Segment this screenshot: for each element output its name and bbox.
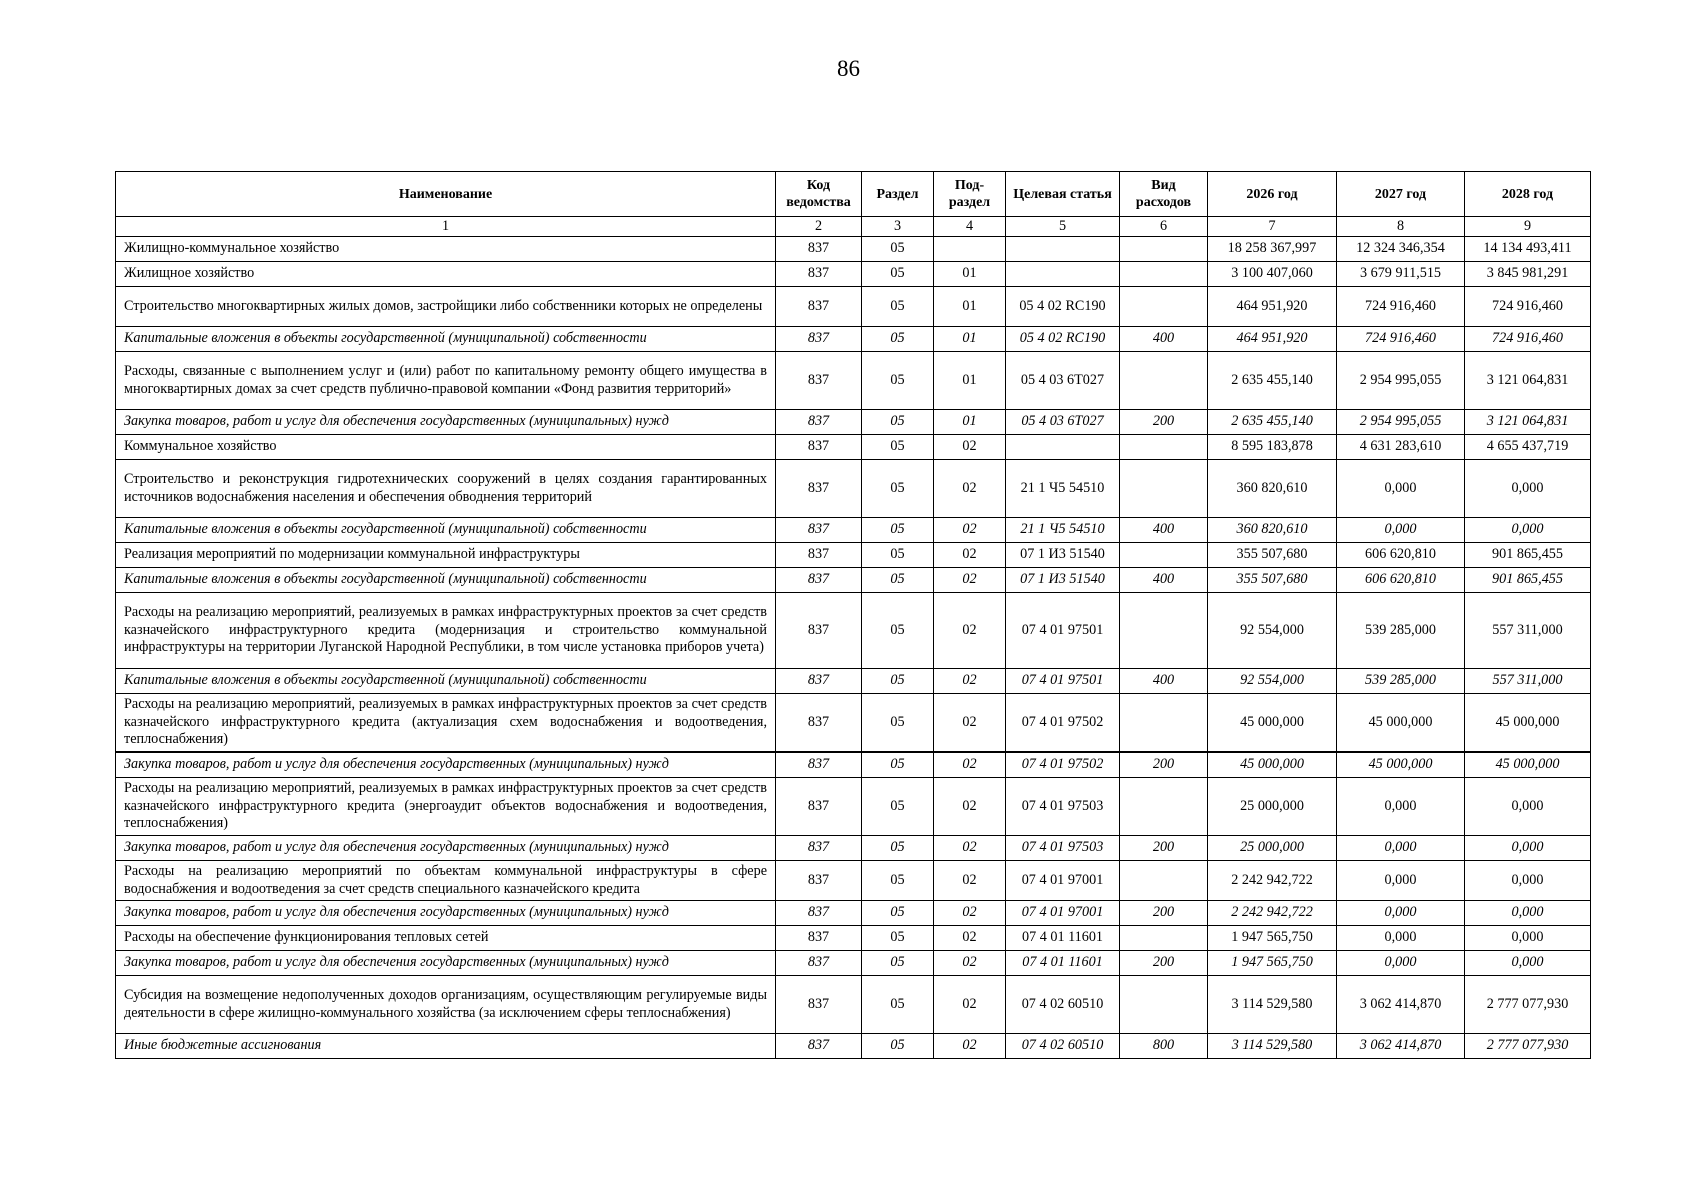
row-razdel: 05: [862, 287, 934, 327]
row-ved-code: 837: [776, 593, 862, 669]
row-ved-code: 837: [776, 778, 862, 836]
row-value-2027: 2 954 995,055: [1337, 410, 1465, 435]
row-expense-type: [1120, 778, 1208, 836]
row-value-2027: 606 620,810: [1337, 568, 1465, 593]
row-podrazdel: 02: [934, 669, 1006, 694]
row-target-article: 07 4 02 60510: [1006, 1034, 1120, 1059]
table-row: [116, 460, 1591, 518]
row-name: Капитальные вложения в объекты государственной (муниципальной) собственности: [116, 327, 776, 352]
row-target-article: 07 1 И3 51540: [1006, 568, 1120, 593]
row-podrazdel: 01: [934, 327, 1006, 352]
row-value-2027: 45 000,000: [1337, 694, 1465, 753]
table-row: [116, 694, 1591, 753]
row-value-2028: 0,000: [1465, 901, 1591, 926]
row-value-2026: 464 951,920: [1208, 327, 1337, 352]
row-target-article: [1006, 262, 1120, 287]
row-name: Расходы на реализацию мероприятий по объектам коммунальной инфраструктуры в сфере водоснабжения и водоотведения за счет средств специального казначейского кредита: [116, 861, 776, 901]
row-name: Строительство и реконструкция гидротехнических сооружений в целях создания гарантированных источников водоснабжения населения и обеспечения обводнения территорий: [116, 460, 776, 518]
row-name: Расходы на реализацию мероприятий, реализуемых в рамках инфраструктурных проектов за счет средств казначейского инфраструктурного кредита (актуализация схем водоснабжения и водоотведения, теплоснабжения): [116, 694, 776, 753]
row-value-2028: 901 865,455: [1465, 568, 1591, 593]
row-expense-type: [1120, 435, 1208, 460]
row-target-article: 07 4 01 97501: [1006, 669, 1120, 694]
row-value-2027: 3 679 911,515: [1337, 262, 1465, 287]
row-target-article: 21 1 Ч5 54510: [1006, 518, 1120, 543]
row-target-article: 21 1 Ч5 54510: [1006, 460, 1120, 518]
row-razdel: 05: [862, 778, 934, 836]
row-value-2026: 360 820,610: [1208, 518, 1337, 543]
row-value-2027: 539 285,000: [1337, 669, 1465, 694]
column-number: 6: [1120, 217, 1208, 237]
row-value-2026: 3 100 407,060: [1208, 262, 1337, 287]
row-value-2028: 3 121 064,831: [1465, 352, 1591, 410]
row-ved-code: 837: [776, 752, 862, 778]
row-podrazdel: 02: [934, 1034, 1006, 1059]
table-row: [116, 410, 1591, 435]
row-value-2028: 557 311,000: [1465, 669, 1591, 694]
row-expense-type: 200: [1120, 836, 1208, 861]
table-row: [116, 543, 1591, 568]
table-row: [116, 287, 1591, 327]
row-podrazdel: 01: [934, 287, 1006, 327]
table-row: [116, 836, 1591, 861]
row-podrazdel: 02: [934, 593, 1006, 669]
row-name: Закупка товаров, работ и услуг для обеспечения государственных (муниципальных) нужд: [116, 410, 776, 435]
row-target-article: 05 4 03 6Т027: [1006, 410, 1120, 435]
row-value-2026: 2 635 455,140: [1208, 352, 1337, 410]
table-row: [116, 861, 1591, 901]
row-value-2028: 0,000: [1465, 836, 1591, 861]
table-row: [116, 976, 1591, 1034]
table-row: [116, 1034, 1591, 1059]
table-row: [116, 435, 1591, 460]
row-target-article: 07 4 01 11601: [1006, 951, 1120, 976]
row-target-article: 07 4 01 97502: [1006, 694, 1120, 753]
row-target-article: 07 4 01 97501: [1006, 593, 1120, 669]
row-razdel: 05: [862, 752, 934, 778]
header-2027: 2027 год: [1337, 172, 1465, 217]
row-target-article: 05 4 02 RC190: [1006, 327, 1120, 352]
row-razdel: 05: [862, 593, 934, 669]
row-name: Жилищно-коммунальное хозяйство: [116, 237, 776, 262]
row-expense-type: [1120, 543, 1208, 568]
row-value-2028: 901 865,455: [1465, 543, 1591, 568]
row-podrazdel: 01: [934, 352, 1006, 410]
row-value-2026: 3 114 529,580: [1208, 1034, 1337, 1059]
row-ved-code: 837: [776, 926, 862, 951]
row-target-article: 07 4 02 60510: [1006, 976, 1120, 1034]
row-value-2027: 0,000: [1337, 901, 1465, 926]
row-value-2027: 12 324 346,354: [1337, 237, 1465, 262]
header-vid: Вид расходов: [1120, 172, 1208, 217]
row-razdel: 05: [862, 327, 934, 352]
row-value-2026: 3 114 529,580: [1208, 976, 1337, 1034]
row-razdel: 05: [862, 901, 934, 926]
row-value-2028: 724 916,460: [1465, 287, 1591, 327]
row-target-article: [1006, 237, 1120, 262]
table-row: [116, 568, 1591, 593]
table-row: [116, 951, 1591, 976]
row-name: Закупка товаров, работ и услуг для обеспечения государственных (муниципальных) нужд: [116, 951, 776, 976]
row-expense-type: [1120, 460, 1208, 518]
row-value-2027: 0,000: [1337, 778, 1465, 836]
column-number: 5: [1006, 217, 1120, 237]
row-podrazdel: 02: [934, 901, 1006, 926]
row-ved-code: 837: [776, 518, 862, 543]
row-razdel: 05: [862, 669, 934, 694]
row-target-article: 07 4 01 97502: [1006, 752, 1120, 778]
row-name: Расходы, связанные с выполнением услуг и (или) работ по капитальному ремонту общего имущества в многоквартирных домах за счет средств публично-правовой компании «Фонд развития территорий»: [116, 352, 776, 410]
row-ved-code: 837: [776, 237, 862, 262]
row-value-2026: 92 554,000: [1208, 669, 1337, 694]
row-razdel: 05: [862, 861, 934, 901]
row-ved-code: 837: [776, 1034, 862, 1059]
row-ved-code: 837: [776, 951, 862, 976]
row-expense-type: [1120, 926, 1208, 951]
row-expense-type: 800: [1120, 1034, 1208, 1059]
row-value-2026: 25 000,000: [1208, 836, 1337, 861]
row-value-2027: 45 000,000: [1337, 752, 1465, 778]
row-expense-type: [1120, 237, 1208, 262]
row-target-article: 07 4 01 11601: [1006, 926, 1120, 951]
row-value-2026: 2 242 942,722: [1208, 901, 1337, 926]
table-row: [116, 752, 1591, 778]
row-name: Субсидия на возмещение недополученных доходов организациям, осуществляющим регулируемые виды деятельности в сфере жилищно-коммунального хозяйства (за исключением сферы теплоснабжения): [116, 976, 776, 1034]
table-row: [116, 352, 1591, 410]
row-value-2026: 92 554,000: [1208, 593, 1337, 669]
row-expense-type: [1120, 262, 1208, 287]
row-expense-type: 400: [1120, 518, 1208, 543]
row-expense-type: 400: [1120, 568, 1208, 593]
row-value-2026: 45 000,000: [1208, 694, 1337, 753]
row-target-article: 07 1 И3 51540: [1006, 543, 1120, 568]
row-expense-type: [1120, 352, 1208, 410]
row-name: Капитальные вложения в объекты государственной (муниципальной) собственности: [116, 518, 776, 543]
row-name: Расходы на обеспечение функционирования тепловых сетей: [116, 926, 776, 951]
column-number: 1: [116, 217, 776, 237]
row-value-2028: 557 311,000: [1465, 593, 1591, 669]
row-value-2028: 0,000: [1465, 460, 1591, 518]
row-razdel: 05: [862, 1034, 934, 1059]
row-podrazdel: [934, 237, 1006, 262]
column-number: 4: [934, 217, 1006, 237]
row-name: Иные бюджетные ассигнования: [116, 1034, 776, 1059]
row-ved-code: 837: [776, 410, 862, 435]
header-podrazdel: Под-раздел: [934, 172, 1006, 217]
row-name: Строительство многоквартирных жилых домов, застройщики либо собственники которых не определены: [116, 287, 776, 327]
row-value-2028: 3 845 981,291: [1465, 262, 1591, 287]
column-number: 8: [1337, 217, 1465, 237]
row-podrazdel: 01: [934, 262, 1006, 287]
row-value-2027: 539 285,000: [1337, 593, 1465, 669]
row-expense-type: [1120, 976, 1208, 1034]
row-value-2026: 464 951,920: [1208, 287, 1337, 327]
row-value-2027: 0,000: [1337, 836, 1465, 861]
row-expense-type: [1120, 694, 1208, 753]
row-value-2028: 45 000,000: [1465, 694, 1591, 753]
row-value-2026: 355 507,680: [1208, 568, 1337, 593]
row-target-article: 07 4 01 97503: [1006, 778, 1120, 836]
row-ved-code: 837: [776, 352, 862, 410]
row-ved-code: 837: [776, 836, 862, 861]
row-name: Жилищное хозяйство: [116, 262, 776, 287]
row-expense-type: 400: [1120, 669, 1208, 694]
row-value-2026: 1 947 565,750: [1208, 951, 1337, 976]
row-podrazdel: 02: [934, 836, 1006, 861]
row-ved-code: 837: [776, 435, 862, 460]
row-podrazdel: 02: [934, 752, 1006, 778]
row-razdel: 05: [862, 951, 934, 976]
row-ved-code: 837: [776, 976, 862, 1034]
page-number: 86: [837, 56, 860, 81]
column-number: 2: [776, 217, 862, 237]
row-value-2027: 0,000: [1337, 861, 1465, 901]
row-value-2028: 2 777 077,930: [1465, 1034, 1591, 1059]
row-value-2028: 3 121 064,831: [1465, 410, 1591, 435]
row-ved-code: 837: [776, 694, 862, 753]
table-row: [116, 327, 1591, 352]
row-razdel: 05: [862, 352, 934, 410]
row-value-2026: 18 258 367,997: [1208, 237, 1337, 262]
budget-table: [115, 171, 1591, 1059]
row-razdel: 05: [862, 460, 934, 518]
row-razdel: 05: [862, 976, 934, 1034]
row-value-2028: 0,000: [1465, 518, 1591, 543]
row-podrazdel: 01: [934, 410, 1006, 435]
row-expense-type: 200: [1120, 752, 1208, 778]
column-number: 9: [1465, 217, 1591, 237]
table-row: [116, 518, 1591, 543]
row-value-2027: 724 916,460: [1337, 287, 1465, 327]
row-name: Закупка товаров, работ и услуг для обеспечения государственных (муниципальных) нужд: [116, 901, 776, 926]
row-value-2028: 724 916,460: [1465, 327, 1591, 352]
row-value-2027: 0,000: [1337, 926, 1465, 951]
row-ved-code: 837: [776, 568, 862, 593]
row-value-2028: 4 655 437,719: [1465, 435, 1591, 460]
row-name: Закупка товаров, работ и услуг для обеспечения государственных (муниципальных) нужд: [116, 752, 776, 778]
row-razdel: 05: [862, 262, 934, 287]
row-podrazdel: 02: [934, 861, 1006, 901]
row-podrazdel: 02: [934, 694, 1006, 753]
row-ved-code: 837: [776, 901, 862, 926]
row-target-article: 05 4 03 6Т027: [1006, 352, 1120, 410]
row-target-article: 07 4 01 97503: [1006, 836, 1120, 861]
row-razdel: 05: [862, 435, 934, 460]
header-name: Наименование: [116, 172, 776, 217]
row-value-2028: 0,000: [1465, 951, 1591, 976]
row-target-article: 05 4 02 RC190: [1006, 287, 1120, 327]
table-row: [116, 237, 1591, 262]
row-expense-type: 200: [1120, 410, 1208, 435]
row-podrazdel: 02: [934, 568, 1006, 593]
row-ved-code: 837: [776, 460, 862, 518]
header-row: [116, 172, 1591, 217]
row-ved-code: 837: [776, 262, 862, 287]
row-name: Расходы на реализацию мероприятий, реализуемых в рамках инфраструктурных проектов за счет средств казначейского инфраструктурного кредита (модернизация и строительство коммунальной инфраструктуры на территории Луганской Народной Республики, в том числе установка приборов учета): [116, 593, 776, 669]
row-value-2028: 0,000: [1465, 926, 1591, 951]
row-expense-type: 200: [1120, 951, 1208, 976]
table-row: [116, 262, 1591, 287]
row-value-2027: 3 062 414,870: [1337, 1034, 1465, 1059]
header-statya: Целевая статья: [1006, 172, 1120, 217]
row-value-2027: 606 620,810: [1337, 543, 1465, 568]
row-target-article: 07 4 01 97001: [1006, 901, 1120, 926]
row-value-2026: 1 947 565,750: [1208, 926, 1337, 951]
header-2028: 2028 год: [1465, 172, 1591, 217]
row-name: Расходы на реализацию мероприятий, реализуемых в рамках инфраструктурных проектов за счет средств казначейского инфраструктурного кредита (энергоаудит объектов водоснабжения и водоотведения, теплоснабжения): [116, 778, 776, 836]
column-number: 3: [862, 217, 934, 237]
row-value-2026: 45 000,000: [1208, 752, 1337, 778]
row-value-2027: 724 916,460: [1337, 327, 1465, 352]
row-value-2027: 0,000: [1337, 460, 1465, 518]
row-value-2026: 2 635 455,140: [1208, 410, 1337, 435]
row-ved-code: 837: [776, 543, 862, 568]
header-ved: Код ведомства: [776, 172, 862, 217]
row-razdel: 05: [862, 237, 934, 262]
row-value-2026: 360 820,610: [1208, 460, 1337, 518]
row-expense-type: [1120, 861, 1208, 901]
row-target-article: [1006, 435, 1120, 460]
table-row: [116, 926, 1591, 951]
row-value-2027: 0,000: [1337, 518, 1465, 543]
row-ved-code: 837: [776, 861, 862, 901]
row-ved-code: 837: [776, 287, 862, 327]
row-podrazdel: 02: [934, 435, 1006, 460]
row-razdel: 05: [862, 410, 934, 435]
row-name: Реализация мероприятий по модернизации коммунальной инфраструктуры: [116, 543, 776, 568]
row-value-2027: 4 631 283,610: [1337, 435, 1465, 460]
column-number-row: [116, 217, 1591, 237]
row-razdel: 05: [862, 518, 934, 543]
row-value-2027: 2 954 995,055: [1337, 352, 1465, 410]
row-podrazdel: 02: [934, 926, 1006, 951]
row-value-2027: 3 062 414,870: [1337, 976, 1465, 1034]
table-row: [116, 778, 1591, 836]
row-name: Коммунальное хозяйство: [116, 435, 776, 460]
row-value-2028: 2 777 077,930: [1465, 976, 1591, 1034]
row-razdel: 05: [862, 836, 934, 861]
row-target-article: 07 4 01 97001: [1006, 861, 1120, 901]
row-value-2028: 0,000: [1465, 861, 1591, 901]
row-value-2026: 25 000,000: [1208, 778, 1337, 836]
row-razdel: 05: [862, 568, 934, 593]
row-podrazdel: 02: [934, 951, 1006, 976]
table-row: [116, 901, 1591, 926]
row-value-2026: 8 595 183,878: [1208, 435, 1337, 460]
row-value-2026: 355 507,680: [1208, 543, 1337, 568]
row-podrazdel: 02: [934, 778, 1006, 836]
row-value-2028: 45 000,000: [1465, 752, 1591, 778]
row-ved-code: 837: [776, 669, 862, 694]
table-row: [116, 593, 1591, 669]
row-podrazdel: 02: [934, 518, 1006, 543]
row-razdel: 05: [862, 926, 934, 951]
row-name: Закупка товаров, работ и услуг для обеспечения государственных (муниципальных) нужд: [116, 836, 776, 861]
row-podrazdel: 02: [934, 460, 1006, 518]
row-ved-code: 837: [776, 327, 862, 352]
row-value-2028: 0,000: [1465, 778, 1591, 836]
header-2026: 2026 год: [1208, 172, 1337, 217]
row-value-2028: 14 134 493,411: [1465, 237, 1591, 262]
row-podrazdel: 02: [934, 976, 1006, 1034]
row-expense-type: [1120, 287, 1208, 327]
row-expense-type: 400: [1120, 327, 1208, 352]
column-number: 7: [1208, 217, 1337, 237]
row-name: Капитальные вложения в объекты государственной (муниципальной) собственности: [116, 669, 776, 694]
row-value-2026: 2 242 942,722: [1208, 861, 1337, 901]
row-expense-type: [1120, 593, 1208, 669]
table-row: [116, 669, 1591, 694]
header-razdel: Раздел: [862, 172, 934, 217]
row-name: Капитальные вложения в объекты государственной (муниципальной) собственности: [116, 568, 776, 593]
row-expense-type: 200: [1120, 901, 1208, 926]
row-podrazdel: 02: [934, 543, 1006, 568]
row-razdel: 05: [862, 694, 934, 753]
row-razdel: 05: [862, 543, 934, 568]
row-value-2027: 0,000: [1337, 951, 1465, 976]
